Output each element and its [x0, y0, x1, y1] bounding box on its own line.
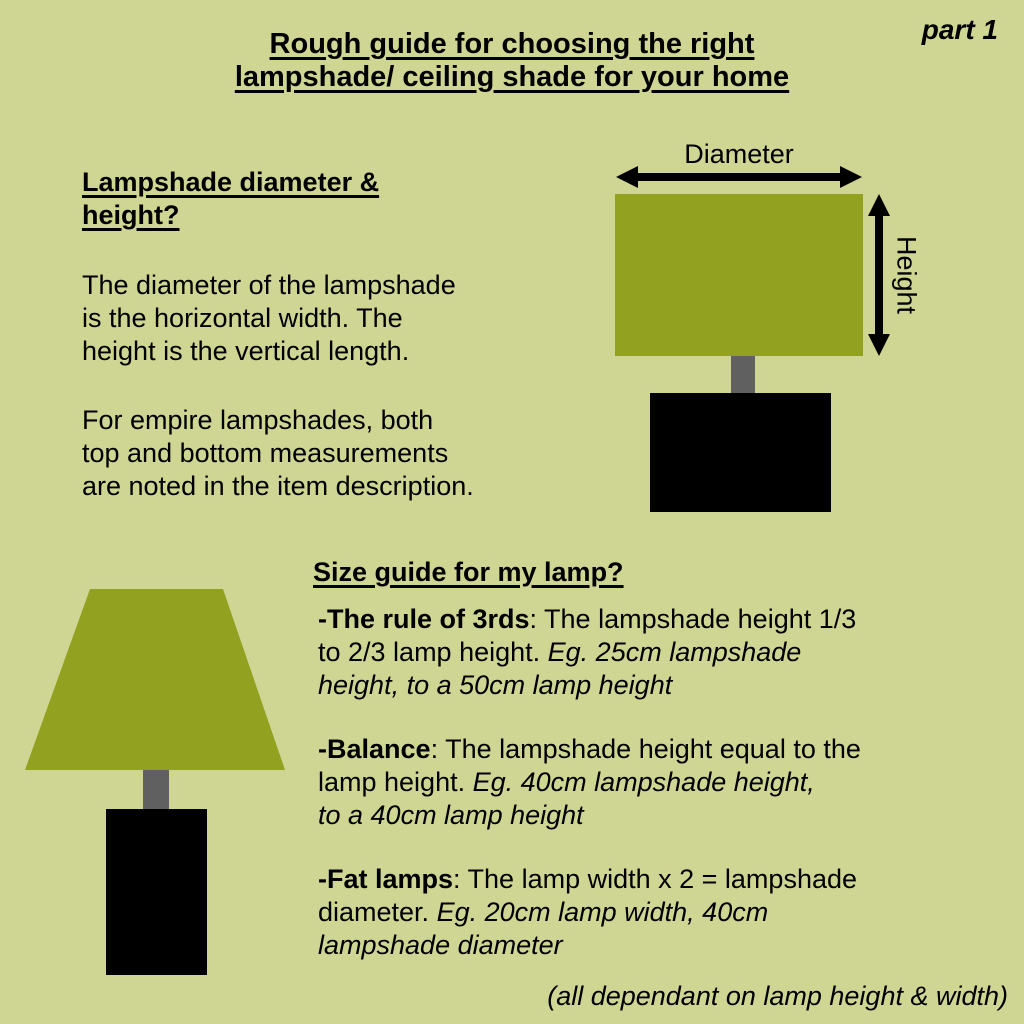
page-title: Rough guide for choosing the right lampshade/ ceiling shade for your home	[234, 28, 790, 93]
lamp-stem	[731, 356, 755, 393]
tip-balance: -Balance: The lampshade height equal to the lamp height. Eg. 40cm lampshade height, to a 40cm lamp height	[318, 734, 861, 830]
height-arrow-icon	[868, 194, 890, 356]
tip-rule-of-3rds: -The rule of 3rds: The lampshade height 1/3 to 2/3 lamp height. Eg. 25cm lampshade height, to a 50cm lamp height	[318, 604, 857, 700]
size-guide-tips	[318, 603, 1013, 962]
size-guide-section	[313, 556, 1013, 993]
lamp-base	[650, 393, 831, 512]
dimensions-section	[82, 166, 562, 503]
lamp-base-shape	[106, 809, 207, 975]
diameter-label: Diameter	[684, 139, 794, 169]
dimensions-heading: Lampshade diameter & height?	[82, 167, 380, 230]
lamp-shade-shape	[25, 589, 285, 770]
diameter-arrow-icon	[616, 166, 862, 188]
lampshade-rectangle	[615, 194, 863, 356]
height-label: Height	[891, 235, 922, 315]
table-lamp-illustration	[20, 585, 290, 980]
dimensions-paragraph-2: For empire lampshades, both top and bottom measurements are noted in the item description.	[82, 405, 474, 501]
size-guide-footnote: (all dependant on lamp height & width)	[547, 981, 1008, 1011]
size-guide-heading: Size guide for my lamp?	[313, 557, 624, 587]
dimensions-paragraph-1: The diameter of the lampshade is the horizontal width. The height is the vertical length.	[82, 270, 456, 366]
lamp-stem-shape	[143, 770, 169, 810]
part-label: part 1	[921, 14, 998, 45]
tip-fat-lamps: -Fat lamps: The lamp width x 2 = lampshade diameter. Eg. 20cm lamp width, 40cm lampshade diameter	[318, 864, 858, 960]
